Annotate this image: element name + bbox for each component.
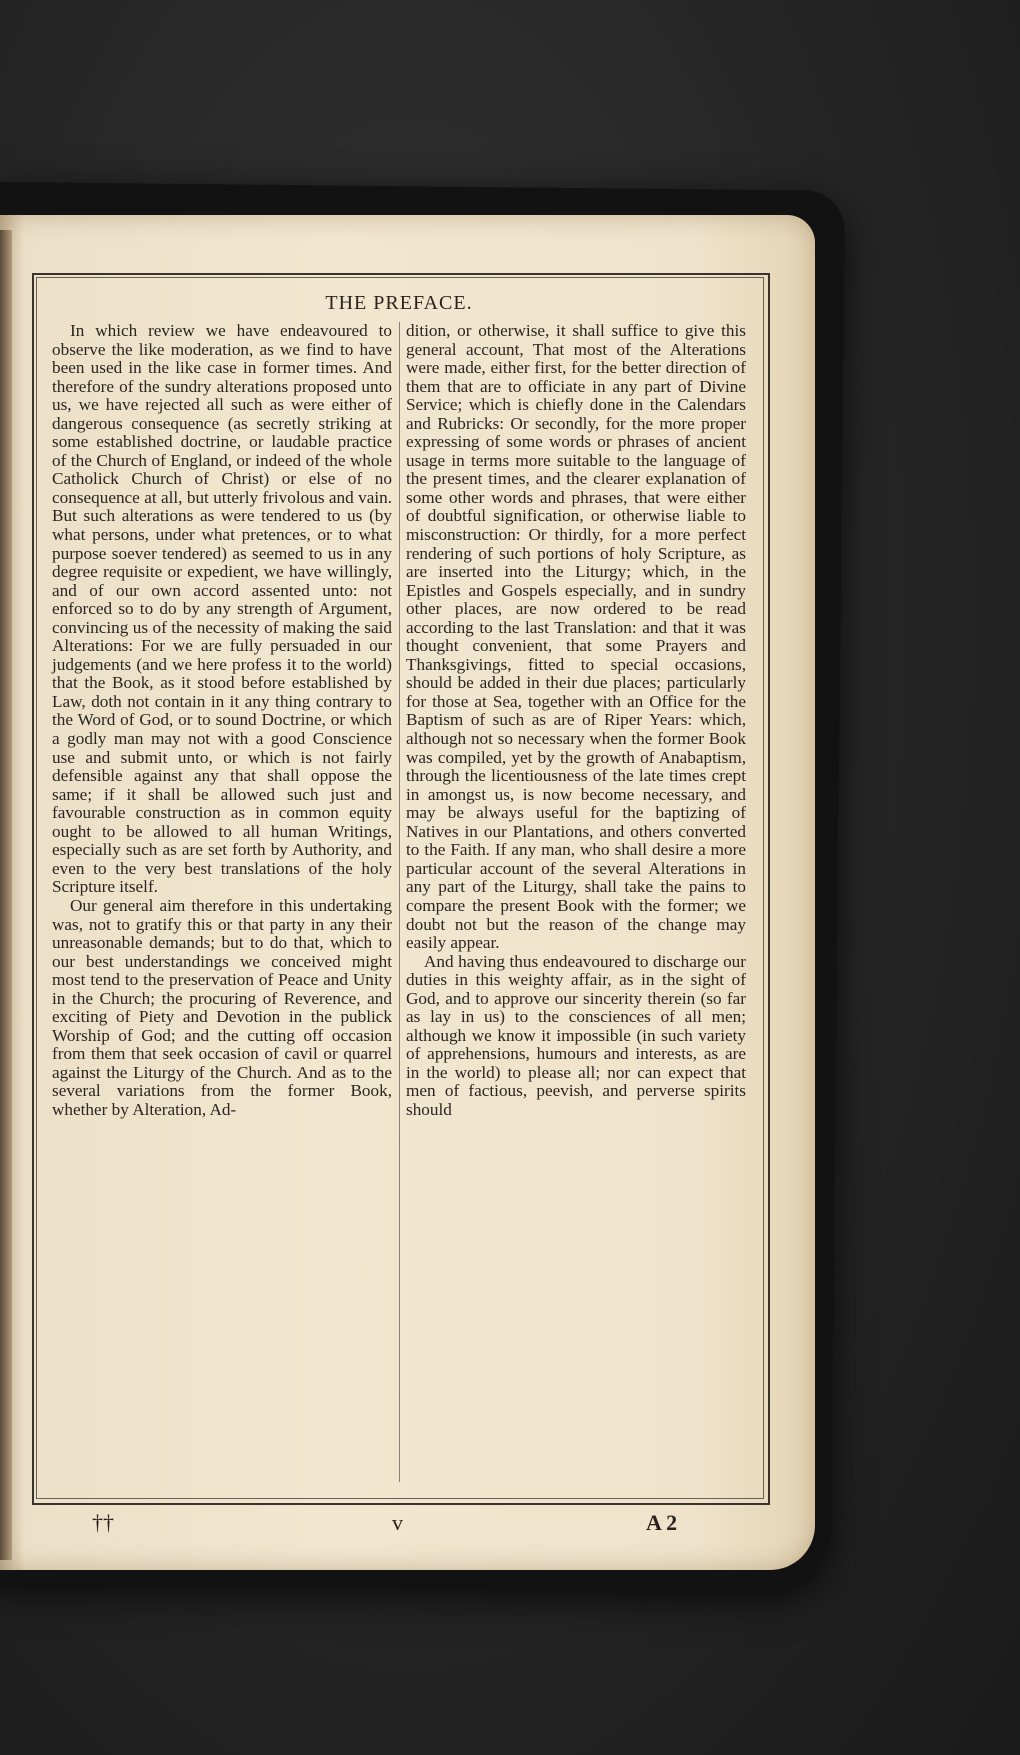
text-column-left: [52, 322, 392, 1120]
paragraph: In which review we have endeavoured to observe the like moderation, as we find to have been used in the like case in former times. And therefore of the sundry alterations proposed unto us, we have rejected all such as were either of dangerous consequence (as secretly striking at some established doctrine, or laudable practice of the Church of England, or indeed of the whole Catholick Church of Christ) or else of no consequence at all, but utterly frivolous and vain. But such alterations as were tendered to us (by what persons, under what pretences, or to what purpose soever tendered) as seemed to us in any degree requisite or expedient, we have willingly, and of our own accord assented unto: not enforced so to do by any strength of Argument, convincing us of the necessity of making the said Alterations: For we are fully persuaded in our judgements (and we here profess it to the world) that the Book, as it stood before established by Law, doth not contain in it any thing contrary to the Word of God, or to sound Doctrine, or which a godly man may not with a good Conscience use and submit unto, or which is not fairly defensible against any that shall oppose the same; if it shall be allowed such just and favourable construction as in common equity ought to be allowed to all human Writings, especially such as are set forth by Authority, and even to the very best translations of the holy Scripture itself.: [52, 321, 392, 897]
signature-mark: A 2: [646, 1510, 678, 1535]
page-number: v: [392, 1510, 403, 1535]
footer-mark: ††: [92, 1510, 114, 1535]
paragraph: Our general aim therefore in this undertaking was, not to gratify this or that party in any their unreasonable demands; but to do that, which to our best understandings we conceived might most tend to the preservation of Peace and Unity in the Church; the procuring of Reverence, and exciting of Piety and Devotion in the publick Worship of God; and the cutting off occasion from them that seek occasion of cavil or quarrel against the Liturgy of the Church. And as to the several variations from the former Book, whether by Alteration, Ad-: [52, 895, 392, 1119]
paragraph: dition, or otherwise, it shall suffice to give this general account, That most of the Alterations were made, either first, for the better direction of them that are to officiate in any part of Divine Service; which is chiefly done in the Calendars and Rubricks: Or secondly, for the more proper expressing of some words or phrases of ancient usage in terms more suitable to the language of the present times, and the clearer explanation of some other words and phrases, that were either of doubtful signification, or otherwise liable to misconstruction: Or thirdly, for a more perfect rendering of such portions of holy Scripture, as are inserted into the Liturgy; which, in the Epistles and Gospels especially, and in sundry other places, are now ordered to be read according to the last Translation: and that it was thought convenient, that some Prayers and Thanksgivings, fitted to special occasions, should be added in their due places; particularly for those at Sea, together with an Office for the Baptism of such as are of Riper Years: which, although not so necessary when the former Book was compiled, yet by the growth of Anabaptism, through the licentiousness of the late times crept in amongst us, is now become necessary, and may be always useful for the baptizing of Natives in our Plantations, and others converted to the Faith. If any man, who shall desire a more particular account of the several Alterations in any part of the Liturgy, shall take the pains to compare the present Book with the former; we doubt not but the reason of the change may easily appear.: [406, 321, 746, 953]
paragraph: And having thus endeavoured to discharge our duties in this weighty affair, as in the sight of God, and to approve our sincerity therein (so far as lay in us) to the consciences of all men; although we know it impossible (in such variety of apprehensions, humours and interests, as are in the world) to please all; nor can expect that men of factious, peevish, and perverse spirits should: [406, 951, 746, 1119]
page-header: THE PREFACE.: [325, 292, 473, 314]
text-column-right: [406, 322, 746, 1120]
page-gutter: [0, 230, 12, 1560]
column-divider: [399, 322, 400, 1482]
